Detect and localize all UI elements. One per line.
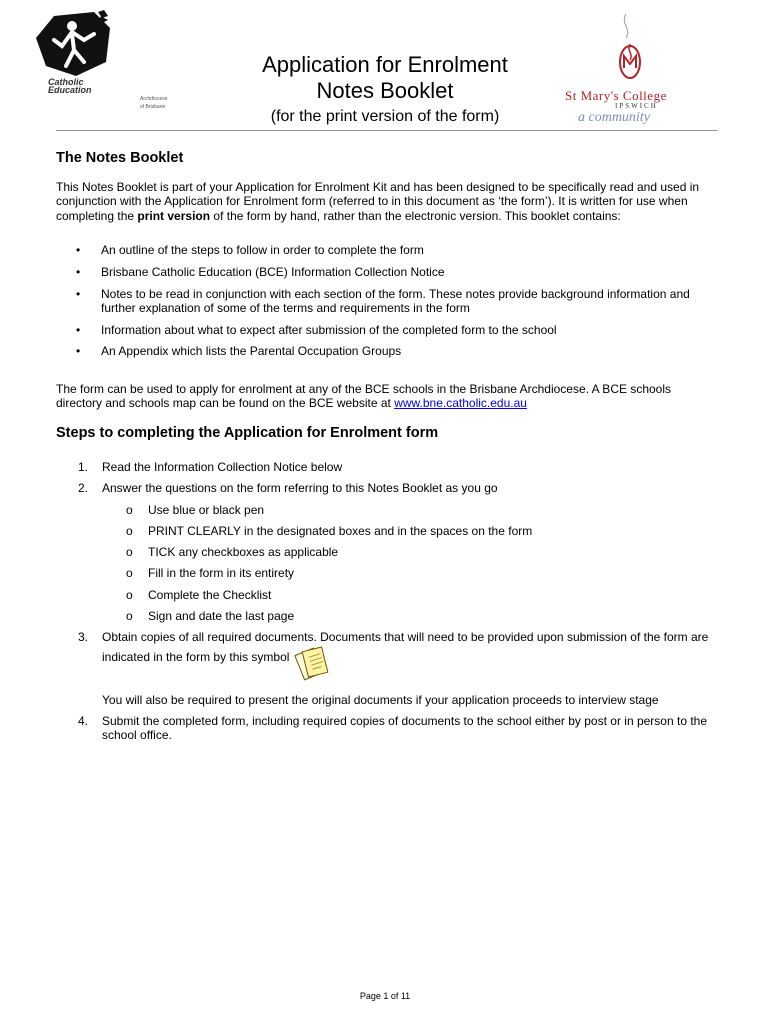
sub-text: TICK any checkboxes as applicable — [148, 545, 339, 560]
bce-website-link[interactable]: www.bne.catholic.edu.au — [394, 396, 527, 411]
sub-item — [56, 566, 720, 580]
bullet-text: An Appendix which lists the Parental Occupation Groups — [101, 344, 402, 359]
document-title — [200, 52, 570, 126]
list-item — [56, 323, 720, 337]
list-item — [56, 243, 720, 257]
college-name: St Mary's College — [565, 88, 667, 103]
notes-intro — [56, 180, 720, 223]
bullet-icon: • — [76, 243, 81, 257]
catholic-education-wordmark — [48, 78, 168, 118]
step-1 — [56, 460, 720, 474]
bullet-text: An outline of the steps to follow in order to complete the form — [101, 243, 424, 257]
sub-bullet-icon: o — [126, 523, 133, 538]
bullet-text: Information about what to expect after submission of the completed form to the school — [101, 322, 557, 337]
notes-bullet-list — [56, 243, 720, 366]
st-marys-crest-icon — [560, 10, 710, 90]
header-divider — [56, 130, 718, 131]
bullet-text: Brisbane Catholic Education (BCE) Information Collection Notice — [101, 264, 445, 279]
sub-item — [56, 524, 720, 538]
step-number: 4. — [78, 713, 89, 728]
schools-paragraph — [56, 382, 720, 411]
sub-item — [56, 609, 720, 623]
step-2 — [56, 481, 720, 495]
title-subtitle: (for the print version of the form) — [270, 108, 500, 125]
document-copy-icon — [293, 645, 333, 683]
sub-text: Sign and date the last page — [148, 609, 295, 624]
step-text: Submit the completed form, including required copies of documents to the school either by post or in person to the school office. — [102, 713, 708, 743]
sub-bullet-icon: o — [126, 502, 133, 517]
bullet-icon: • — [76, 322, 81, 337]
brand-sub: Archdiocese of Brisbane — [140, 96, 168, 110]
sub-bullet-icon: o — [126, 609, 133, 624]
college-tagline: a community — [578, 110, 650, 125]
notes-heading: The Notes Booklet — [56, 150, 184, 166]
intro-text-2: of the form by hand, rather than the electronic version. This booklet contains: — [210, 208, 621, 223]
sub-item — [56, 588, 720, 602]
sub-text: Use blue or black pen — [148, 502, 265, 517]
sub-text: Fill in the form in its entirety — [148, 566, 295, 581]
sub-item — [56, 545, 720, 559]
bullet-icon: • — [76, 344, 81, 359]
brand-line2: Education — [48, 85, 92, 95]
step-text: Obtain copies of all required documents. Documents that will need to be provided upon submission of the form are indicated in the form by this symbol — [102, 630, 709, 664]
st-marys-college-logo — [560, 10, 710, 130]
list-item — [56, 287, 720, 316]
sub-bullet-icon: o — [126, 545, 133, 560]
step-text: Answer the questions on the form referring to this Notes Booklet as you go — [102, 481, 498, 496]
catholic-education-logo — [32, 10, 168, 110]
step-number: 1. — [78, 460, 89, 474]
sub-text: PRINT CLEARLY in the designated boxes and in the spaces on the form — [148, 523, 533, 538]
sub-bullet-icon: o — [126, 587, 133, 602]
list-item — [56, 344, 720, 358]
step-3-note: You will also be required to present the original documents if your application proceeds to interview stage — [102, 692, 659, 707]
step-4 — [56, 714, 720, 743]
step-3 — [56, 630, 720, 682]
bullet-text: Notes to be read in conjunction with each section of the form. These notes provide background information and further explanation of some of the terms and requirements in the form — [101, 286, 690, 315]
step-text: Read the Information Collection Notice below — [102, 460, 343, 474]
sub-text: Complete the Checklist — [148, 587, 272, 602]
schools-text: The form can be used to apply for enrolment at any of the BCE schools in the Brisbane Archdiocese. A BCE schools directory and schools map can be found on the BCE website at — [56, 382, 672, 411]
bullet-icon: • — [76, 286, 81, 301]
intro-bold: print version — [137, 208, 211, 223]
steps-list — [56, 460, 720, 750]
title-line2: Notes Booklet — [316, 78, 454, 103]
brand-line1: Catholic — [48, 77, 84, 87]
steps-heading: Steps to completing the Application for Enrolment form — [56, 425, 439, 441]
catholic-education-emblem-icon — [32, 10, 122, 80]
list-item — [56, 265, 720, 279]
college-place: IPSWICH — [615, 102, 658, 110]
step-number: 2. — [78, 481, 89, 496]
sub-bullet-icon: o — [126, 566, 133, 581]
step-number: 3. — [78, 630, 89, 645]
bullet-icon: • — [76, 264, 81, 279]
intro-text-1: This Notes Booklet is part of your Application for Enrolment Kit and has been designed to be specifically read and used in conjunction with the Application for Enrolment form (referred to in this document as ‘the form’). It is written for use when completing the — [56, 180, 700, 223]
sub-item — [56, 503, 720, 517]
title-line1: Application for Enrolment — [262, 52, 508, 77]
page-number: Page 1 of 11 — [359, 991, 411, 1001]
